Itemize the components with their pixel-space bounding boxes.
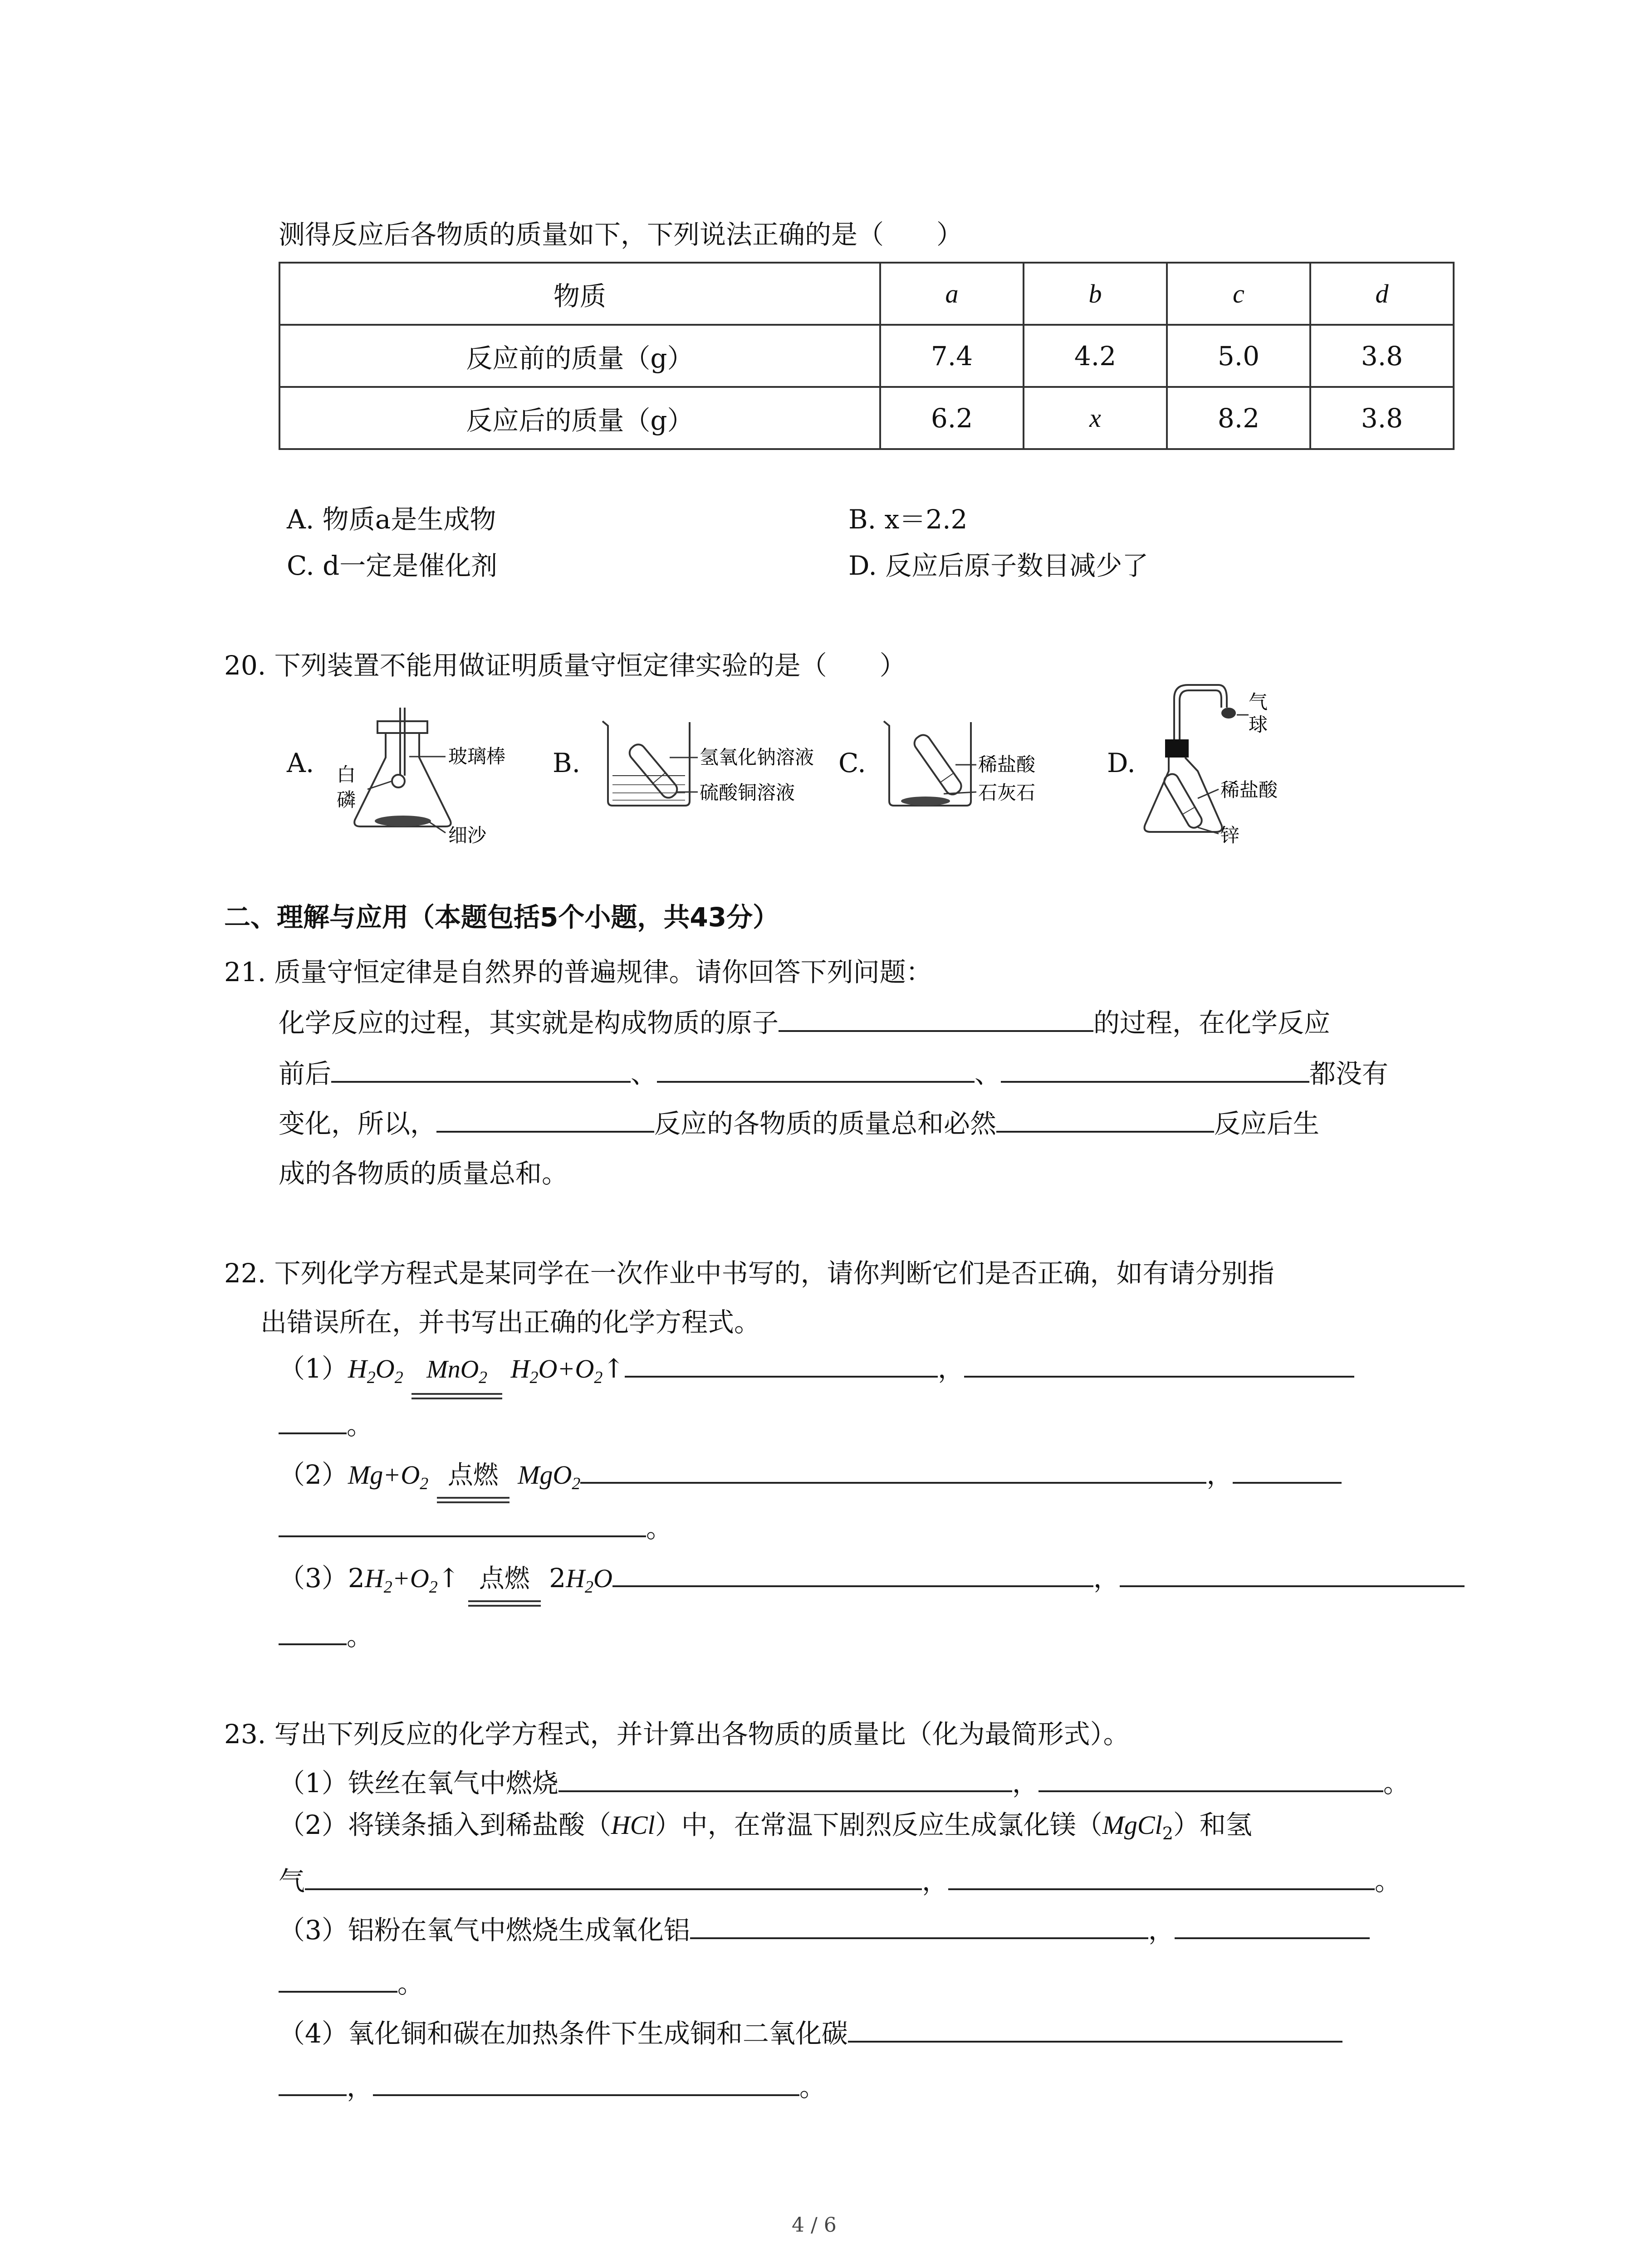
q23-part-3 — [279, 1909, 1370, 1947]
row-after-label: 反应后的质量（g） — [279, 387, 880, 449]
q21-blank-1[interactable] — [779, 1007, 1093, 1032]
q23-period-3: 。 — [397, 1968, 424, 1999]
apparatus-b-beaker-naoh-cuso4 — [594, 712, 830, 812]
q23-period-4: 。 — [799, 2072, 826, 2102]
q20-option-c: C. — [838, 748, 866, 778]
q23-period-1: 。 — [1383, 1768, 1410, 1799]
q23-formula-hcl: HCl — [611, 1810, 655, 1840]
q21-line-3 — [279, 1102, 1319, 1140]
label-dilute-hcl: 稀盐酸 — [978, 753, 1036, 776]
q21-text-3a: 变化，所以， — [279, 1108, 437, 1139]
row-after-d: 3.8 — [1310, 387, 1454, 449]
label-zinc: 锌 — [1220, 824, 1240, 846]
q23-text-1: （1）铁丝在氧气中燃烧 — [279, 1768, 558, 1799]
q22-period-3: 。 — [347, 1621, 373, 1652]
q23-comma-2: ， — [922, 1866, 949, 1897]
q22-stem-1: 22. 下列化学方程式是某同学在一次作业中书写的，请你判断它们是否正确，如有请分别指 — [224, 1258, 1274, 1289]
q23-part-4 — [279, 2012, 1342, 2050]
q20-option-b: B. — [553, 748, 581, 778]
q22-blank-3b[interactable] — [1120, 1562, 1465, 1587]
q22-period-1: 。 — [347, 1410, 373, 1441]
label-naoh-solution: 氢氧化钠溶液 — [700, 746, 814, 768]
q22-blank-1c[interactable] — [279, 1409, 347, 1434]
q23-blank-4b[interactable] — [279, 2071, 347, 2096]
q23-formula-mgcl: MgCl — [1102, 1810, 1162, 1840]
row-after-a: 6.2 — [880, 387, 1024, 449]
q23-blank-3a[interactable] — [690, 1914, 1148, 1939]
section-2-title: 二、理解与应用（本题包括5个小题，共43分） — [224, 902, 779, 933]
q22-eq-3-cont — [279, 1615, 373, 1653]
q23-blank-3b[interactable] — [1175, 1914, 1370, 1939]
q23-text-2c: ）和氢 — [1173, 1809, 1252, 1840]
q23-period-2: 。 — [1375, 1866, 1401, 1897]
q22-number-3: （3） — [279, 1563, 348, 1593]
condition-mno2: MnO — [426, 1355, 479, 1383]
apparatus-a-white-phosphorus-flask — [327, 708, 535, 844]
q23-comma-1: ， — [1012, 1768, 1038, 1799]
label-cuso4-solution: 硫酸铜溶液 — [700, 782, 795, 804]
q19-stem: 测得反应后各物质的质量如下，下列说法正确的是（ ） — [279, 219, 963, 250]
header-a: a — [880, 263, 1024, 325]
q21-line-1 — [279, 1002, 1330, 1040]
condition-ignite-2: 点燃 — [447, 1461, 499, 1490]
q21-blank-3[interactable] — [657, 1057, 975, 1083]
q19-option-d: D. 反应后原子数目减少了 — [848, 550, 1149, 581]
header-d: d — [1310, 263, 1454, 325]
q22-eq-1-cont — [279, 1404, 373, 1442]
label-limestone: 石灰石 — [978, 782, 1036, 804]
q23-comma-4: ， — [347, 2072, 373, 2102]
q23-blank-3c[interactable] — [279, 1967, 397, 1993]
q22-comma-3: ， — [1093, 1563, 1120, 1593]
row-before-d: 3.8 — [1310, 325, 1454, 387]
q22-number-2: （2） — [279, 1459, 348, 1490]
q21-line-2 — [279, 1052, 1388, 1090]
q22-blank-1a[interactable] — [625, 1352, 938, 1378]
header-c: c — [1167, 263, 1310, 325]
q21-sep-2: 、 — [975, 1058, 1001, 1089]
condition-ignite-3: 点燃 — [479, 1564, 530, 1593]
table-header-row — [279, 263, 1454, 325]
label-balloon-2: 球 — [1249, 714, 1268, 736]
label-dilute-hcl-d: 稀盐酸 — [1220, 779, 1278, 801]
q22-eq-2: $(2)Mg+O_2$ 点燃 MgO$_2$ ， — [279, 1453, 1342, 1494]
q23-part-1 — [279, 1762, 1410, 1800]
q22-blank-3c[interactable] — [279, 1620, 347, 1645]
q23-text-2a: （2）将镁条插入到稀盐酸（ — [279, 1809, 611, 1840]
q21-blank-4[interactable] — [1001, 1057, 1309, 1083]
q22-eq-3: $(3)2H_2+O_2↑$ 点燃 $2H_2O$ ， — [279, 1557, 1465, 1597]
q21-text-3b: 反应的各物质的质量总和必然 — [654, 1108, 997, 1139]
q23-part-4-cont — [279, 2066, 826, 2104]
row-before-label: 反应前的质量（g） — [279, 325, 880, 387]
q23-text-2d: 气 — [279, 1866, 305, 1897]
q22-eq-2-cont — [279, 1507, 672, 1545]
q19-option-c: C. d一定是催化剂 — [287, 550, 498, 581]
apparatus-c-beaker-hcl-limestone — [876, 712, 1066, 812]
apparatus-d-flask-balloon-zinc — [1130, 680, 1320, 853]
q22-blank-1b[interactable] — [964, 1352, 1354, 1378]
q23-comma-3: ， — [1148, 1915, 1175, 1945]
row-after-c: 8.2 — [1167, 387, 1310, 449]
q23-part-3-cont — [279, 1962, 424, 2000]
q21-text-2b: 都没有 — [1309, 1058, 1389, 1089]
q23-part-2: （2）将镁条插入到稀盐酸（HCl）中，在常温下剧烈反应生成氯化镁（MgCl$_2$）和氢 — [279, 1809, 1252, 1843]
q23-blank-4c[interactable] — [373, 2071, 799, 2096]
label-glass-rod: 玻璃棒 — [448, 745, 506, 767]
q23-part-2-cont — [279, 1860, 1401, 1898]
label-white-phosphorus-1: 白 — [337, 763, 356, 786]
q21-blank-2[interactable] — [331, 1057, 631, 1083]
header-substance: 物质 — [279, 263, 880, 325]
table-row-before — [279, 325, 1454, 387]
q22-eq-1: $(1)H_2O_2$ MnO$_2$ $H_2O+O_2↑$ ， — [279, 1347, 1354, 1388]
q21-blank-6[interactable] — [996, 1107, 1214, 1133]
q19-option-a: A. 物质a是生成物 — [287, 504, 496, 535]
q22-blank-2a[interactable] — [580, 1458, 1206, 1484]
q22-blank-3a[interactable] — [612, 1562, 1093, 1587]
q21-text-1b: 的过程，在化学反应 — [1093, 1007, 1331, 1038]
q22-blank-2c[interactable] — [279, 1512, 646, 1537]
row-after-b: x — [1024, 387, 1167, 449]
table-row-after — [279, 387, 1454, 449]
q22-comma-1: ， — [937, 1353, 964, 1384]
q23-text-4: （4）氧化铜和碳在加热条件下生成铜和二氧化碳 — [279, 2018, 848, 2049]
q20-stem: 20. 下列装置不能用做证明质量守恒定律实验的是（ ） — [224, 650, 906, 681]
q23-blank-4a[interactable] — [848, 2017, 1342, 2043]
q21-sep-1: 、 — [631, 1058, 657, 1089]
q21-line-4: 成的各物质的质量总和。 — [279, 1158, 568, 1189]
row-before-b: 4.2 — [1024, 325, 1167, 387]
q23-text-2b: ）中，在常温下剧烈反应生成氯化镁（ — [655, 1809, 1102, 1840]
q19-option-b: B. x＝2.2 — [848, 504, 968, 535]
q21-text-1a: 化学反应的过程，其实就是构成物质的原子 — [279, 1007, 779, 1038]
label-white-phosphorus-2: 磷 — [337, 789, 356, 811]
q23-stem: 23. 写出下列反应的化学方程式，并计算出各物质的质量比（化为最简形式）。 — [224, 1719, 1130, 1750]
q22-number-1: （1） — [279, 1353, 348, 1384]
q21-text-2a: 前后 — [279, 1058, 332, 1089]
q23-blank-2a[interactable] — [305, 1865, 922, 1890]
q22-period-2: 。 — [646, 1513, 673, 1544]
q23-text-3: （3）铝粉在氧气中燃烧生成氧化铝 — [279, 1915, 690, 1945]
q20-option-a: A. — [287, 748, 314, 778]
q23-blank-2b[interactable] — [948, 1865, 1375, 1890]
q22-blank-2b[interactable] — [1233, 1458, 1342, 1484]
label-fine-sand: 细沙 — [448, 824, 487, 844]
q23-blank-1a[interactable] — [558, 1767, 1012, 1792]
page-number: 4 / 6 — [792, 2214, 837, 2237]
q22-comma-2: ， — [1206, 1459, 1233, 1490]
q22-stem-2: 出错误所在，并书写出正确的化学方程式。 — [260, 1307, 761, 1338]
q21-stem: 21. 质量守恒定律是自然界的普遍规律。请你回答下列问题： — [224, 957, 932, 987]
q21-text-3c: 反应后生 — [1214, 1108, 1320, 1139]
label-balloon-1: 气 — [1249, 691, 1268, 713]
q21-blank-5[interactable] — [436, 1107, 654, 1133]
q23-blank-1b[interactable] — [1038, 1767, 1383, 1792]
mass-table — [279, 262, 1455, 450]
row-before-a: 7.4 — [880, 325, 1024, 387]
header-b: b — [1024, 263, 1167, 325]
row-before-c: 5.0 — [1167, 325, 1310, 387]
q20-option-d: D. — [1107, 748, 1136, 778]
